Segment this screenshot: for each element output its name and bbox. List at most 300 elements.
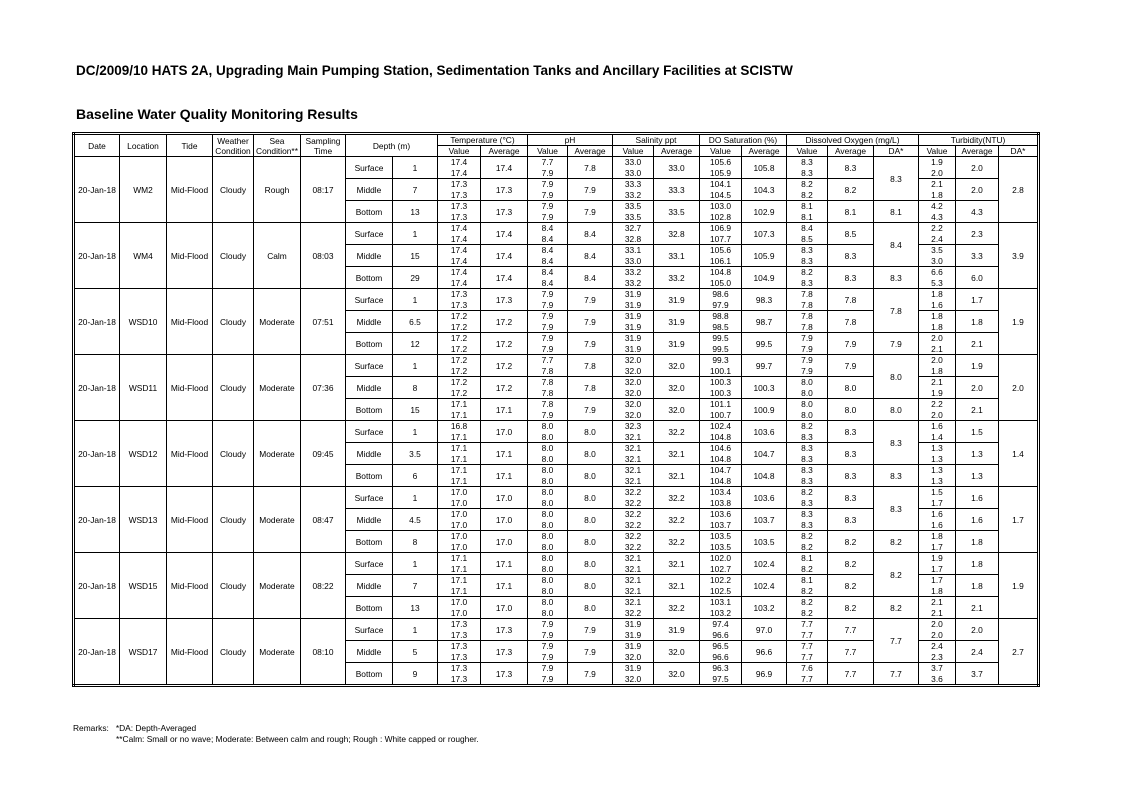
cell-do-value-reading: 8.2 — [801, 189, 813, 200]
cell-salinity-value-reading: 31.9 — [624, 641, 642, 651]
cell-ph-value-reading: 8.0 — [541, 497, 554, 508]
cell-do-sat-value-reading: 98.8 — [712, 311, 729, 321]
cell-salinity-value-reading: 33.0 — [624, 255, 642, 266]
cell-salinity-average: 33.0 — [654, 157, 700, 179]
cell-salinity-value-reading: 32.1 — [624, 443, 642, 453]
cell-turbidity-value — [919, 465, 956, 487]
cell-ph-value-reading: 7.8 — [541, 387, 554, 398]
cell-do-value — [787, 597, 828, 619]
cell-ph-value-reading: 8.4 — [541, 277, 554, 288]
cell-do-value-reading: 8.1 — [801, 201, 813, 211]
cell-ph-average: 8.0 — [568, 509, 613, 531]
cell-do-sat-value-reading: 100.7 — [710, 409, 731, 420]
cell-depth-level: Surface — [346, 553, 393, 575]
cell-salinity-average: 32.0 — [654, 377, 700, 399]
cell-sea-condition: Moderate — [254, 553, 301, 619]
cell-do-value-reading: 8.3 — [801, 443, 813, 453]
cell-do-value-reading: 8.3 — [801, 431, 813, 442]
cell-depth-level: Middle — [346, 179, 393, 201]
cell-salinity-value — [613, 311, 654, 333]
cell-do-average: 8.0 — [828, 399, 874, 421]
cell-salinity-average: 32.8 — [654, 223, 700, 245]
cell-temp-value — [438, 575, 481, 597]
cell-salinity-value — [613, 641, 654, 663]
cell-do-value-reading: 8.2 — [801, 531, 813, 541]
cell-do-sat-average: 102.9 — [742, 201, 787, 223]
cell-salinity-value — [613, 223, 654, 245]
table-row — [74, 421, 1039, 443]
cell-do-sat-value-reading: 97.5 — [712, 673, 729, 684]
cell-turbidity-value-reading: 2.4 — [931, 233, 943, 244]
cell-do-sat-value — [700, 553, 742, 575]
cell-depth-m: 6.5 — [393, 311, 438, 333]
cell-temp-average: 17.3 — [481, 201, 528, 223]
cell-temp-value — [438, 223, 481, 245]
cell-salinity-value — [613, 179, 654, 201]
cell-turbidity-value-reading: 1.7 — [931, 541, 943, 552]
cell-do-value-reading: 7.6 — [801, 663, 813, 673]
cell-do-value-reading: 8.3 — [801, 453, 813, 464]
cell-do-value-reading: 8.3 — [801, 475, 813, 486]
cell-do-sat-value-reading: 102.8 — [710, 211, 731, 222]
cell-salinity-value-reading: 32.0 — [624, 377, 642, 387]
cell-temp-value-reading: 17.1 — [450, 443, 468, 453]
cell-do-sat-value — [700, 267, 742, 289]
cell-ph-value-reading: 8.0 — [541, 431, 554, 442]
cell-ph-average: 8.0 — [568, 531, 613, 553]
cell-temp-value-reading: 17.2 — [450, 333, 468, 343]
cell-do-da-bottom: 8.1 — [874, 201, 919, 223]
cell-do-sat-value-reading: 102.7 — [710, 563, 731, 574]
cell-ph-average: 8.0 — [568, 597, 613, 619]
cell-depth-m: 1 — [393, 223, 438, 245]
cell-do-sat-value — [700, 399, 742, 421]
cell-salinity-value — [613, 267, 654, 289]
cell-salinity-average: 33.5 — [654, 201, 700, 223]
cell-turbidity-value-reading: 2.1 — [931, 607, 943, 618]
cell-salinity-value-reading: 32.2 — [624, 497, 642, 508]
cell-depth-level: Middle — [346, 641, 393, 663]
cell-turbidity-value-reading: 1.8 — [931, 189, 943, 200]
cell-tide: Mid-Flood — [167, 487, 213, 553]
cell-do-sat-average: 105.8 — [742, 157, 787, 179]
cell-do-value-reading: 8.5 — [801, 233, 813, 244]
cell-salinity-value-reading: 32.0 — [624, 365, 642, 376]
cell-depth-level: Middle — [346, 509, 393, 531]
cell-temp-average: 17.2 — [481, 377, 528, 399]
cell-depth-level: Surface — [346, 487, 393, 509]
sub-header-da: DA* — [999, 146, 1039, 157]
cell-do-sat-value-reading: 99.5 — [712, 333, 729, 343]
cell-ph-value — [528, 267, 568, 289]
cell-turbidity-value-reading: 2.1 — [931, 343, 943, 354]
cell-temp-value-reading: 17.4 — [450, 277, 468, 288]
cell-salinity-value-reading: 32.1 — [624, 575, 642, 585]
cell-do-value-reading: 8.2 — [801, 541, 813, 552]
cell-temp-value — [438, 201, 481, 223]
cell-do-value-reading: 8.0 — [801, 387, 813, 398]
cell-ph-value-reading: 7.7 — [541, 157, 554, 167]
cell-do-value-reading: 8.2 — [801, 597, 813, 607]
cell-do-sat-value-reading: 96.3 — [712, 663, 729, 673]
cell-depth-m: 3.5 — [393, 443, 438, 465]
cell-ph-value-reading: 8.4 — [541, 255, 554, 266]
cell-turbidity-value — [919, 179, 956, 201]
cell-turbidity-value-reading: 1.8 — [931, 289, 943, 299]
cell-turbidity-average: 2.1 — [956, 399, 999, 421]
cell-salinity-value — [613, 399, 654, 421]
cell-turbidity-value-reading: 1.3 — [931, 465, 943, 475]
sub-header-average: Average — [568, 146, 613, 157]
cell-ph-average: 7.9 — [568, 289, 613, 311]
cell-depth-m: 15 — [393, 399, 438, 421]
cell-do-sat-value-reading: 103.0 — [710, 201, 731, 211]
cell-do-sat-value-reading: 105.0 — [710, 277, 731, 288]
cell-salinity-value — [613, 487, 654, 509]
cell-depth-m: 8 — [393, 377, 438, 399]
cell-do-sat-average: 104.7 — [742, 443, 787, 465]
cell-temp-value — [438, 333, 481, 355]
cell-depth-m: 7 — [393, 575, 438, 597]
cell-depth-level: Bottom — [346, 201, 393, 223]
cell-turbidity-value-reading: 4.3 — [931, 211, 943, 222]
cell-temp-average: 17.1 — [481, 443, 528, 465]
cell-salinity-average: 32.2 — [654, 487, 700, 509]
cell-do-sat-value — [700, 311, 742, 333]
table-row — [74, 289, 1039, 311]
cell-do-value-reading: 8.3 — [801, 167, 813, 178]
cell-sampling-time: 08:10 — [301, 619, 346, 686]
cell-do-sat-average: 100.9 — [742, 399, 787, 421]
cell-ph-value-reading: 8.0 — [541, 475, 554, 486]
cell-location: WM4 — [120, 223, 167, 289]
cell-depth-m: 1 — [393, 553, 438, 575]
cell-date: 20-Jan-18 — [74, 619, 120, 686]
cell-salinity-value-reading: 33.3 — [624, 179, 642, 189]
cell-ph-average: 8.0 — [568, 465, 613, 487]
cell-turbidity-value-reading: 5.3 — [931, 277, 943, 288]
cell-salinity-value — [613, 355, 654, 377]
col-header-ph: pH — [528, 134, 613, 146]
cell-temp-average: 17.2 — [481, 311, 528, 333]
cell-do-sat-value — [700, 663, 742, 686]
cell-temp-value-reading: 17.4 — [450, 157, 468, 167]
cell-do-sat-value — [700, 597, 742, 619]
cell-depth-m: 12 — [393, 333, 438, 355]
cell-do-sat-average: 103.2 — [742, 597, 787, 619]
cell-salinity-value-reading: 32.1 — [624, 563, 642, 574]
table-row — [74, 619, 1039, 641]
cell-turbidity-da: 2.8 — [999, 157, 1039, 223]
cell-turbidity-value-reading: 2.4 — [931, 641, 943, 651]
cell-turbidity-value-reading: 2.0 — [931, 333, 943, 343]
col-header-tide: Tide — [167, 134, 213, 157]
cell-ph-average: 7.9 — [568, 399, 613, 421]
cell-turbidity-average: 1.8 — [956, 531, 999, 553]
cell-salinity-value — [613, 443, 654, 465]
cell-temp-value-reading: 17.1 — [450, 465, 468, 475]
cell-do-sat-value-reading: 106.9 — [710, 223, 731, 233]
cell-temp-value-reading: 17.3 — [450, 641, 468, 651]
col-header-sea: Sea Condition** — [254, 134, 301, 157]
cell-temp-value — [438, 377, 481, 399]
cell-do-da: 8.3 — [874, 421, 919, 465]
cell-do-average: 8.3 — [828, 245, 874, 267]
cell-ph-value — [528, 465, 568, 487]
cell-do-average: 8.1 — [828, 201, 874, 223]
cell-do-sat-value — [700, 223, 742, 245]
cell-salinity-value-reading: 33.2 — [624, 189, 642, 200]
cell-do-value — [787, 399, 828, 421]
cell-do-value — [787, 179, 828, 201]
sub-header-value: Value — [528, 146, 568, 157]
cell-turbidity-average: 1.3 — [956, 443, 999, 465]
cell-ph-average: 8.0 — [568, 443, 613, 465]
cell-do-sat-value-reading: 104.8 — [710, 453, 731, 464]
cell-do-sat-value-reading: 100.3 — [710, 387, 731, 398]
cell-ph-value — [528, 333, 568, 355]
cell-turbidity-value-reading: 1.8 — [931, 531, 943, 541]
cell-turbidity-da: 1.7 — [999, 487, 1039, 553]
cell-salinity-value-reading: 31.9 — [624, 299, 642, 310]
cell-turbidity-value-reading: 1.8 — [931, 311, 943, 321]
cell-turbidity-value-reading: 1.6 — [931, 421, 943, 431]
cell-do-average: 7.9 — [828, 355, 874, 377]
sub-header-value: Value — [919, 146, 956, 157]
cell-ph-value-reading: 7.9 — [541, 641, 554, 651]
cell-do-average: 8.3 — [828, 421, 874, 443]
col-header-depth: Depth (m) — [346, 134, 438, 157]
cell-temp-average: 17.4 — [481, 245, 528, 267]
cell-ph-value-reading: 8.0 — [541, 531, 554, 541]
cell-salinity-average: 31.9 — [654, 619, 700, 641]
cell-do-sat-value-reading: 99.3 — [712, 355, 729, 365]
cell-do-da-bottom: 7.7 — [874, 663, 919, 686]
cell-do-sat-average: 98.7 — [742, 311, 787, 333]
cell-temp-average: 17.0 — [481, 531, 528, 553]
cell-ph-value — [528, 531, 568, 553]
cell-date: 20-Jan-18 — [74, 355, 120, 421]
cell-depth-m: 7 — [393, 179, 438, 201]
cell-temp-value-reading: 16.8 — [450, 421, 468, 431]
cell-salinity-value-reading: 32.0 — [624, 651, 642, 662]
cell-salinity-value-reading: 31.9 — [624, 289, 642, 299]
cell-temp-value-reading: 17.4 — [450, 233, 468, 244]
cell-do-sat-value-reading: 104.7 — [710, 465, 731, 475]
cell-turbidity-value-reading: 2.0 — [931, 619, 943, 629]
cell-turbidity-value-reading: 1.3 — [931, 475, 943, 486]
cell-temp-value-reading: 17.1 — [450, 575, 468, 585]
cell-do-value-reading: 7.7 — [801, 673, 813, 684]
cell-do-value — [787, 377, 828, 399]
cell-do-sat-value-reading: 98.5 — [712, 321, 729, 332]
cell-temp-value — [438, 663, 481, 686]
cell-ph-value-reading: 8.0 — [541, 607, 554, 618]
cell-salinity-value-reading: 32.2 — [624, 531, 642, 541]
cell-salinity-value-reading: 31.9 — [624, 663, 642, 673]
cell-do-sat-value-reading: 104.1 — [710, 179, 731, 189]
cell-do-value — [787, 443, 828, 465]
page-title: DC/2009/10 HATS 2A, Upgrading Main Pumping Station, Sedimentation Tanks and Ancillary Facilities at SCISTW — [76, 63, 793, 78]
cell-do-da: 8.2 — [874, 553, 919, 597]
cell-ph-average: 7.8 — [568, 157, 613, 179]
cell-do-value — [787, 509, 828, 531]
col-header-date: Date — [74, 134, 120, 157]
cell-do-value — [787, 157, 828, 179]
table-row — [74, 157, 1039, 179]
cell-turbidity-value-reading: 3.0 — [931, 255, 943, 266]
cell-salinity-value-reading: 31.9 — [624, 321, 642, 332]
cell-salinity-value-reading: 33.2 — [624, 277, 642, 288]
cell-salinity-value-reading: 32.2 — [624, 487, 642, 497]
cell-ph-average: 7.9 — [568, 641, 613, 663]
cell-depth-level: Middle — [346, 443, 393, 465]
cell-depth-m: 1 — [393, 487, 438, 509]
cell-do-value-reading: 8.1 — [801, 575, 813, 585]
cell-turbidity-average: 1.8 — [956, 311, 999, 333]
cell-do-da-bottom: 8.3 — [874, 267, 919, 289]
cell-salinity-value — [613, 245, 654, 267]
cell-salinity-value-reading: 32.7 — [624, 223, 642, 233]
cell-ph-value — [528, 553, 568, 575]
cell-do-sat-average: 103.5 — [742, 531, 787, 553]
cell-turbidity-value-reading: 2.2 — [931, 223, 943, 233]
cell-do-sat-value-reading: 103.6 — [710, 509, 731, 519]
cell-salinity-value — [613, 619, 654, 641]
cell-turbidity-value-reading: 2.1 — [931, 179, 943, 189]
cell-sampling-time: 09:45 — [301, 421, 346, 487]
cell-salinity-value — [613, 663, 654, 686]
cell-depth-level: Bottom — [346, 465, 393, 487]
cell-do-value-reading: 7.9 — [801, 343, 813, 354]
cell-do-value-reading: 8.0 — [801, 399, 813, 409]
cell-do-value-reading: 8.2 — [801, 563, 813, 574]
cell-depth-level: Surface — [346, 289, 393, 311]
cell-ph-value — [528, 355, 568, 377]
cell-do-sat-value-reading: 98.6 — [712, 289, 729, 299]
cell-do-sat-value — [700, 333, 742, 355]
cell-do-sat-value — [700, 245, 742, 267]
cell-do-value-reading: 7.7 — [801, 629, 813, 640]
cell-do-average: 7.7 — [828, 619, 874, 641]
cell-temp-value-reading: 17.1 — [450, 409, 468, 420]
cell-depth-level: Surface — [346, 421, 393, 443]
cell-turbidity-average: 1.7 — [956, 289, 999, 311]
cell-ph-value-reading: 8.4 — [541, 233, 554, 244]
cell-depth-m: 29 — [393, 267, 438, 289]
cell-temp-value-reading: 17.2 — [450, 343, 468, 354]
table-body — [74, 157, 1039, 686]
cell-do-value — [787, 223, 828, 245]
cell-sampling-time: 08:03 — [301, 223, 346, 289]
cell-ph-value-reading: 7.9 — [541, 167, 554, 178]
cell-temp-value-reading: 17.1 — [450, 585, 468, 596]
cell-salinity-value-reading: 32.8 — [624, 233, 642, 244]
cell-do-sat-value-reading: 102.5 — [710, 585, 731, 596]
cell-ph-value — [528, 399, 568, 421]
cell-do-sat-average: 98.3 — [742, 289, 787, 311]
cell-salinity-value — [613, 465, 654, 487]
cell-temp-value-reading: 17.3 — [450, 673, 468, 684]
col-header-weather: Weather Condition — [213, 134, 254, 157]
cell-do-sat-value-reading: 103.7 — [710, 519, 731, 530]
cell-temp-value-reading: 17.1 — [450, 563, 468, 574]
cell-ph-value-reading: 7.9 — [541, 299, 554, 310]
cell-do-value-reading: 7.9 — [801, 365, 813, 376]
cell-temp-average: 17.1 — [481, 575, 528, 597]
cell-do-value — [787, 531, 828, 553]
cell-ph-value-reading: 7.9 — [541, 311, 554, 321]
cell-temp-average: 17.3 — [481, 179, 528, 201]
sub-header-da: DA* — [874, 146, 919, 157]
cell-weather: Cloudy — [213, 355, 254, 421]
page-subtitle: Baseline Water Quality Monitoring Results — [76, 106, 358, 122]
cell-temp-value — [438, 553, 481, 575]
cell-do-da: 8.0 — [874, 355, 919, 399]
cell-ph-value — [528, 377, 568, 399]
cell-weather: Cloudy — [213, 421, 254, 487]
cell-temp-value-reading: 17.2 — [450, 311, 468, 321]
cell-do-sat-value-reading: 104.5 — [710, 189, 731, 200]
cell-turbidity-value-reading: 1.6 — [931, 509, 943, 519]
cell-ph-value — [528, 421, 568, 443]
cell-temp-average: 17.4 — [481, 267, 528, 289]
cell-do-value-reading: 8.0 — [801, 409, 813, 420]
cell-location: WSD11 — [120, 355, 167, 421]
cell-salinity-average: 33.3 — [654, 179, 700, 201]
cell-temp-value-reading: 17.4 — [450, 255, 468, 266]
cell-do-value-reading: 8.2 — [801, 179, 813, 189]
cell-temp-value-reading: 17.4 — [450, 167, 468, 178]
cell-do-sat-value-reading: 105.9 — [710, 167, 731, 178]
cell-salinity-value-reading: 32.2 — [624, 519, 642, 530]
cell-do-sat-value — [700, 531, 742, 553]
cell-turbidity-value — [919, 223, 956, 245]
cell-temp-value-reading: 17.0 — [450, 509, 468, 519]
cell-turbidity-value-reading: 2.0 — [931, 167, 943, 178]
cell-do-value-reading: 8.0 — [801, 377, 813, 387]
cell-salinity-value-reading: 33.0 — [624, 157, 642, 167]
cell-sea-condition: Moderate — [254, 619, 301, 686]
cell-salinity-value-reading: 33.5 — [624, 211, 642, 222]
cell-salinity-value-reading: 32.1 — [624, 453, 642, 464]
cell-ph-average: 7.9 — [568, 311, 613, 333]
cell-location: WSD10 — [120, 289, 167, 355]
cell-do-value-reading: 8.2 — [801, 267, 813, 277]
cell-salinity-value-reading: 33.5 — [624, 201, 642, 211]
sub-header-average: Average — [654, 146, 700, 157]
cell-do-value-reading: 8.1 — [801, 211, 813, 222]
cell-ph-value — [528, 311, 568, 333]
cell-do-sat-average: 103.6 — [742, 421, 787, 443]
cell-temp-value — [438, 509, 481, 531]
cell-ph-value-reading: 8.4 — [541, 267, 554, 277]
cell-do-sat-average: 104.8 — [742, 465, 787, 487]
cell-do-value — [787, 641, 828, 663]
table-row — [74, 553, 1039, 575]
cell-ph-average: 7.9 — [568, 201, 613, 223]
cell-do-da-bottom: 8.0 — [874, 399, 919, 421]
cell-salinity-average: 32.1 — [654, 575, 700, 597]
cell-do-value-reading: 8.2 — [801, 487, 813, 497]
cell-do-value-reading: 7.8 — [801, 289, 813, 299]
cell-do-sat-value — [700, 201, 742, 223]
cell-do-average: 8.3 — [828, 443, 874, 465]
cell-do-sat-value-reading: 97.4 — [712, 619, 729, 629]
cell-do-value-reading: 8.2 — [801, 607, 813, 618]
cell-turbidity-average: 4.3 — [956, 201, 999, 223]
cell-do-sat-value — [700, 465, 742, 487]
